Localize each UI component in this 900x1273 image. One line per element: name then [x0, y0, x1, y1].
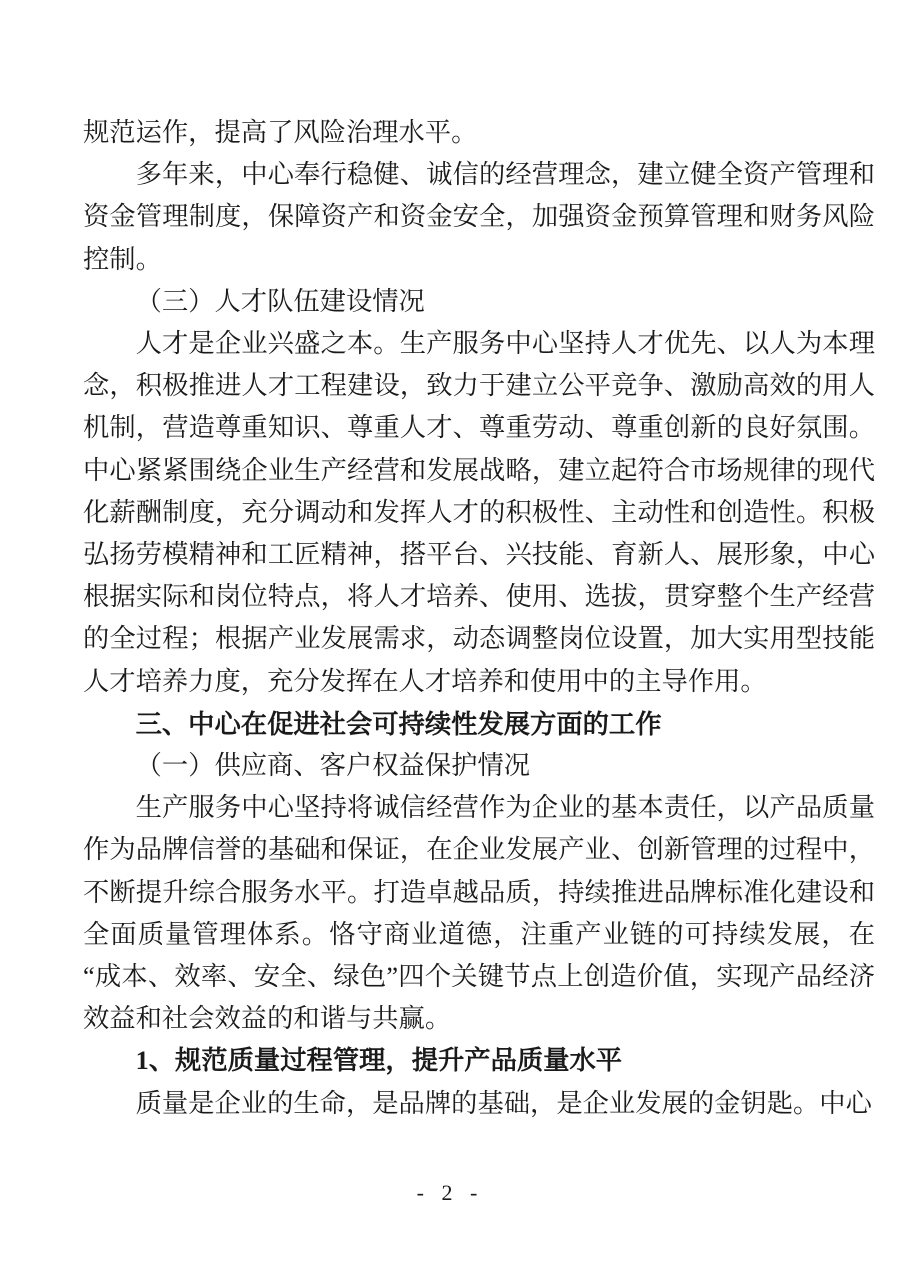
- paragraph-continued: 规范运作，提高了风险治理水平。: [83, 118, 478, 147]
- paragraph: 人才是企业兴盛之本。生产服务中心坚持人才优先、以人为本理念，积极推进人才工程建设，致力于建立公平竞争、激励高效的用人机制，营造尊重知识、尊重人才、尊重劳动、尊重创新的良好氛围。中心紧紧围绕企业生产经营和发展战略，建立起符合市场规律的现代化薪酬制度，充分调动和发挥人才的积极性、主动性和创造性。积极弘扬劳模精神和工匠精神，搭平台、兴技能、育新人、展形象，中心根据实际和岗位特点，将人才培养、使用、选拔，贯穿整个生产经营的全过程；根据产业发展需求，动态调整岗位设置，加大实用型技能人才培养力度，充分发挥在人才培养和使用中的主导作用。: [83, 329, 875, 696]
- subsection-heading-3: （三）人才队伍建设情况: [135, 286, 425, 316]
- text-column: [83, 112, 875, 1125]
- subsection-heading-1: （一）供应商、客户权益保护情况: [135, 751, 531, 781]
- paragraph: 质量是企业的生命，是品牌的基础，是企业发展的金钥匙。中心: [135, 1088, 872, 1118]
- paragraph: 生产服务中心坚持将诚信经营作为企业的基本责任，以产品质量作为品牌信誉的基础和保证，在企业发展产业、创新管理的过程中，不断提升综合服务水平。打造卓越品质，持续推进品牌标准化建设和全面质量管理体系。恪守商业道德，注重产业链的可持续发展，在“成本、效率、安全、绿色”四个关键节点上创造价值，实现产品经济效益和社会效益的和谐与共赢。: [83, 793, 875, 1034]
- main-section-heading: 三、中心在促进社会可持续性发展方面的工作: [135, 708, 662, 739]
- paragraph: 多年来，中心奉行稳健、诚信的经营理念，建立健全资产管理和资金管理制度，保障资产和资金安全，加强资金预算管理和财务风险控制。: [83, 160, 875, 274]
- page-number: - 2 -: [416, 1180, 484, 1205]
- numbered-subheading: 1、规范质量过程管理，提升产品质量水平: [135, 1046, 623, 1076]
